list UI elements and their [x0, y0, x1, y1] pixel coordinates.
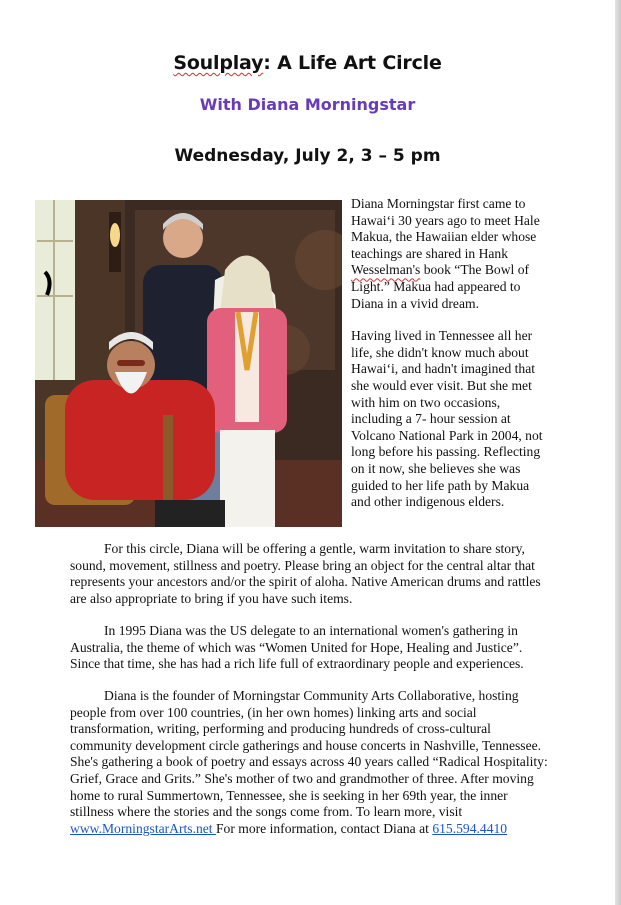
- contact-text: For more information, contact Diana at: [216, 820, 433, 836]
- page-subtitle: With Diana Morningstar: [199, 95, 416, 114]
- author-name: Wesselman's: [351, 262, 421, 278]
- page-edge: [615, 0, 621, 905]
- sidebar-text: [351, 196, 551, 527]
- tennessee-paragraph: Having lived in Tennessee all her life, she didn't know much about Hawai‘i, and hadn't imagined that she would ever visit. But she met with him on two occasions, including a 7- hour session at Volcano National Park in 2004, not long before his passing. Reflecting on it now, she believes she was guided to her life path by Makua and other indigenous elders.: [351, 328, 543, 510]
- event-photo: [35, 200, 342, 527]
- page-title: [0, 52, 615, 74]
- intro-paragraph: [351, 196, 551, 312]
- delegate-text: In 1995 Diana was the US delegate to an international women's gathering in Australia, the theme of which was “Women United for Hope, Healing and Justice”. Since that time, she has had a rich life full of extraordinary people and experiences.: [70, 623, 524, 672]
- founder-paragraph: [70, 688, 550, 837]
- intro-text-start: Diana Morningstar first came to Hawai‘i 30 years ago to meet Hale Makua, the Hawaiian elder whose teachings are shared in Hank: [351, 196, 540, 261]
- title-word: Soulplay: [173, 52, 264, 74]
- website-link[interactable]: www.MorningstarArts.net: [70, 820, 216, 836]
- circle-text: For this circle, Diana will be offering a gentle, warm invitation to share story, sound, movement, stillness and poetry. Please bring an object for the central altar that represents your ancestors and/or the spirit of aloha. Native American drums and rattles are also appropriate to bring if you have such items.: [70, 541, 541, 606]
- event-date: Wednesday, July 2, 3 – 5 pm: [174, 146, 441, 166]
- delegate-paragraph: [70, 623, 550, 673]
- circle-paragraph: [70, 541, 550, 607]
- title-rest: : A Life Art Circle: [263, 52, 442, 74]
- intro-text-end: book “The Bowl of Light.” Makua had appeared to Diana in a vivid dream.: [351, 262, 530, 311]
- phone-link[interactable]: 615.594.4410: [432, 820, 508, 836]
- founder-text: Diana is the founder of Morningstar Community Arts Collaborative, hosting people from over 100 countries, (in her own homes) linking arts and social transformation, writing, performing and producing hundreds of cross-cultural community development circle gatherings and house concerts in Nashville, Tennessee. She's gathering a book of poetry and essays across 40 years called “Radical Hospitality: Grief, Grace and Grits.” She's mother of two and grandmother of three. After moving home to rural Summertown, Tennessee, she is seeking in her 69th year, the inner stillness where the stories and the songs come from. To learn more, visit: [70, 688, 548, 820]
